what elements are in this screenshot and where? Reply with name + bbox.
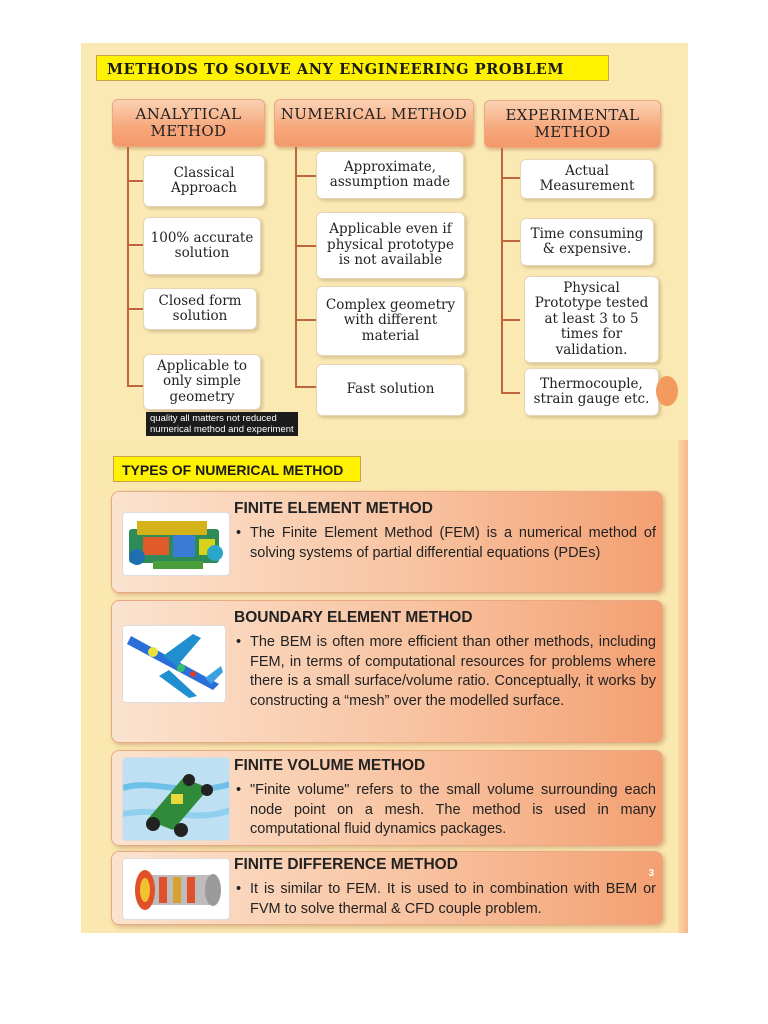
connector-branch xyxy=(295,319,316,321)
connector-branch xyxy=(501,319,520,321)
analytical-connector xyxy=(127,147,129,387)
numerical-connector xyxy=(295,147,297,387)
fvm-card xyxy=(111,750,663,846)
methods-title: METHODS TO SOLVE ANY ENGINEERING PROBLEM xyxy=(96,55,609,81)
connector-branch xyxy=(295,175,316,177)
connector-branch xyxy=(127,244,143,246)
types-title: TYPES OF NUMERICAL METHOD xyxy=(113,456,361,482)
page-number: 3 xyxy=(648,868,654,879)
fvm-title: FINITE VOLUME METHOD xyxy=(234,757,426,774)
analytical-item: Classical Approach xyxy=(143,155,265,207)
edge-stripe xyxy=(678,440,688,933)
slide-page xyxy=(81,43,688,933)
numerical-item: Complex geometry with different material xyxy=(316,286,465,356)
fdm-title: FINITE DIFFERENCE METHOD xyxy=(234,856,458,873)
numerical-item: Fast solution xyxy=(316,364,465,416)
fvm-description: • "Finite volume" refers to the small volume surrounding each node point on a mesh. The method is used in many computational fluid dynamics packages. xyxy=(234,781,656,840)
fdm-card xyxy=(111,851,663,925)
connector-branch xyxy=(501,177,520,179)
fdm-description: • It is similar to FEM. It is used to in combination with BEM or FVM to solve thermal & CFD couple problem. xyxy=(234,880,656,919)
caption-line: quality all matters not reduced xyxy=(150,413,277,424)
connector-branch xyxy=(127,308,143,310)
methods-panel xyxy=(81,43,688,440)
experimental-item: Physical Prototype tested at least 3 to 5 times for validation. xyxy=(524,276,659,363)
connector-branch xyxy=(501,240,520,242)
bem-card xyxy=(111,600,663,743)
analytical-item: Applicable to only simple geometry xyxy=(143,354,261,410)
airplane-bem-image xyxy=(122,625,226,703)
connector-branch xyxy=(295,245,316,247)
caption-line: numerical method and experiment xyxy=(150,424,294,435)
experimental-item: Time consuming & expensive. xyxy=(520,218,654,266)
analytical-item: Closed form solution xyxy=(143,288,257,330)
connector-branch xyxy=(127,180,143,182)
fem-title: FINITE ELEMENT METHOD xyxy=(234,500,433,517)
experimental-connector xyxy=(501,148,503,394)
bem-description: • The BEM is often more efficient than other methods, including FEM, in terms of computational resources for problems where there is a small surface/volume ratio. Conceptually, it works by constructing a “mesh” over the modelled surface. xyxy=(234,633,656,711)
numerical-item: Approximate, assumption made xyxy=(316,151,464,199)
video-caption xyxy=(146,412,298,436)
experimental-item: Actual Measurement xyxy=(520,159,654,199)
decorative-dot xyxy=(656,376,678,406)
connector-branch xyxy=(295,386,316,388)
numerical-method-heading: NUMERICAL METHOD xyxy=(274,99,474,147)
connector-branch xyxy=(501,392,520,394)
racecar-fvm-image xyxy=(122,757,230,841)
fem-card xyxy=(111,491,663,593)
engine-fem-image xyxy=(122,512,230,576)
analytical-method-heading: ANALYTICAL METHOD xyxy=(112,99,265,147)
analytical-item: 100% accurate solution xyxy=(143,217,261,275)
bem-title: BOUNDARY ELEMENT METHOD xyxy=(234,609,473,626)
experimental-item: Thermocouple, strain gauge etc. xyxy=(524,368,659,416)
turbine-fdm-image xyxy=(122,858,230,920)
experimental-method-heading: EXPERIMENTAL METHOD xyxy=(484,100,661,148)
connector-branch xyxy=(127,385,143,387)
numerical-item: Applicable even if physical prototype is not available xyxy=(316,212,465,279)
fem-description: • The Finite Element Method (FEM) is a numerical method of solving systems of partial differential equations (PDEs) xyxy=(234,524,656,563)
